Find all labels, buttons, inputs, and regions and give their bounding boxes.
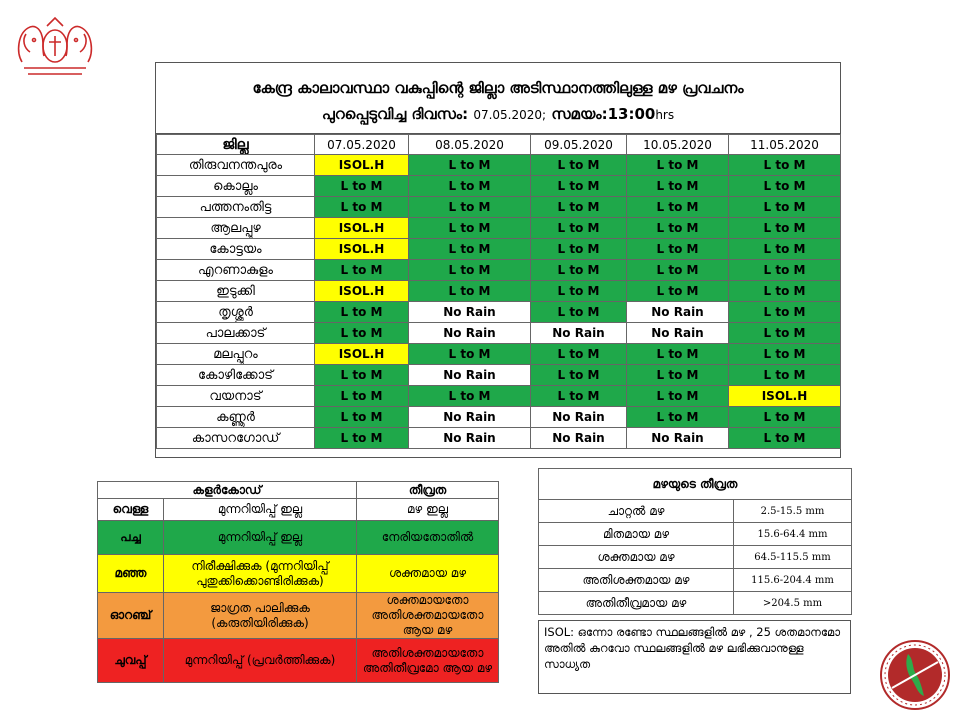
forecast-cell: L to M bbox=[627, 260, 729, 281]
district-name: കാസറഗോഡ് bbox=[157, 428, 315, 449]
forecast-cell: No Rain bbox=[409, 428, 531, 449]
legend-intensity: നേരിയതോതിൽ bbox=[357, 521, 499, 555]
intensity-range: 2.5-15.5 mm bbox=[734, 500, 852, 523]
forecast-cell: No Rain bbox=[531, 407, 627, 428]
legend-row bbox=[98, 555, 499, 593]
issued-line bbox=[156, 105, 840, 123]
table-row bbox=[157, 155, 841, 176]
district-name: എറണാകുളം bbox=[157, 260, 315, 281]
forecast-cell: L to M bbox=[409, 239, 531, 260]
intensity-header-row bbox=[539, 469, 852, 500]
table-row bbox=[157, 302, 841, 323]
forecast-cell: L to M bbox=[315, 407, 409, 428]
forecast-cell: L to M bbox=[315, 365, 409, 386]
forecast-cell: L to M bbox=[729, 176, 841, 197]
date-column-header: 08.05.2020 bbox=[409, 135, 531, 155]
forecast-cell: L to M bbox=[729, 239, 841, 260]
date-column-header: 11.05.2020 bbox=[729, 135, 841, 155]
forecast-cell: No Rain bbox=[531, 428, 627, 449]
forecast-cell: No Rain bbox=[531, 323, 627, 344]
forecast-cell: L to M bbox=[729, 344, 841, 365]
date-column-header: 09.05.2020 bbox=[531, 135, 627, 155]
district-name: കൊല്ലം bbox=[157, 176, 315, 197]
date-column-header: 10.05.2020 bbox=[627, 135, 729, 155]
forecast-cell: L to M bbox=[729, 365, 841, 386]
table-row bbox=[157, 239, 841, 260]
forecast-cell: ISOL.H bbox=[729, 386, 841, 407]
forecast-cell: L to M bbox=[409, 176, 531, 197]
forecast-cell: No Rain bbox=[627, 323, 729, 344]
intensity-row bbox=[539, 569, 852, 592]
forecast-rows bbox=[157, 155, 841, 449]
forecast-cell: L to M bbox=[627, 239, 729, 260]
forecast-cell: L to M bbox=[531, 302, 627, 323]
forecast-cell: No Rain bbox=[627, 302, 729, 323]
forecast-cell: L to M bbox=[729, 155, 841, 176]
district-name: പത്തനംതിട്ട bbox=[157, 197, 315, 218]
forecast-cell: L to M bbox=[409, 260, 531, 281]
legend-intensity: അതിശക്തമായതോ അതിതീവ്രമോ ആയ മഴ bbox=[357, 639, 499, 683]
forecast-cell: L to M bbox=[531, 281, 627, 302]
time-label: സമയം: bbox=[551, 105, 608, 123]
forecast-cell: ISOL.H bbox=[315, 239, 409, 260]
forecast-cell: L to M bbox=[729, 302, 841, 323]
forecast-table bbox=[156, 134, 841, 449]
table-row bbox=[157, 428, 841, 449]
table-row bbox=[157, 218, 841, 239]
district-name: ആലപ്പുഴ bbox=[157, 218, 315, 239]
legend-description: ജാഗ്രത പാലിക്കുക (കരുതിയിരിക്കുക) bbox=[164, 593, 357, 639]
forecast-header-row bbox=[157, 135, 841, 155]
forecast-cell: L to M bbox=[627, 197, 729, 218]
forecast-cell: L to M bbox=[409, 197, 531, 218]
table-row bbox=[157, 365, 841, 386]
issued-label: പുറപ്പെടുവിച്ച ദിവസം: bbox=[321, 105, 469, 123]
intensity-range: 64.5-115.5 mm bbox=[734, 546, 852, 569]
intensity-row bbox=[539, 546, 852, 569]
forecast-cell: L to M bbox=[729, 281, 841, 302]
legend-description: നിരീക്ഷിക്കുക (മുന്നറിയിപ്പ് പുതുക്കിക്കൊണ്ടിരിക്കുക) bbox=[164, 555, 357, 593]
forecast-cell: No Rain bbox=[409, 323, 531, 344]
district-name: കണ്ണൂർ bbox=[157, 407, 315, 428]
rain-intensity-table bbox=[538, 468, 852, 615]
legend-description: മുന്നറിയിപ്പ് ഇല്ല bbox=[164, 499, 357, 521]
legend-row bbox=[98, 593, 499, 639]
forecast-cell: ISOL.H bbox=[315, 155, 409, 176]
intensity-row bbox=[539, 523, 852, 546]
intensity-rows bbox=[539, 500, 852, 615]
time-value: 13:00 bbox=[607, 105, 656, 123]
forecast-cell: L to M bbox=[627, 365, 729, 386]
forecast-cell: L to M bbox=[409, 218, 531, 239]
forecast-cell: L to M bbox=[531, 344, 627, 365]
forecast-cell: L to M bbox=[531, 155, 627, 176]
legend-colour-name: മഞ്ഞ bbox=[98, 555, 164, 593]
legend-description: മുന്നറിയിപ്പ് (പ്രവർത്തിക്കുക) bbox=[164, 639, 357, 683]
forecast-cell: L to M bbox=[627, 344, 729, 365]
intensity-row bbox=[539, 500, 852, 523]
forecast-cell: L to M bbox=[531, 197, 627, 218]
forecast-cell: ISOL.H bbox=[315, 218, 409, 239]
forecast-cell: L to M bbox=[531, 386, 627, 407]
intensity-title: മഴയുടെ തീവ്രത bbox=[539, 469, 852, 500]
kerala-state-emblem-icon bbox=[14, 12, 96, 82]
forecast-cell: L to M bbox=[315, 197, 409, 218]
forecast-cell: L to M bbox=[729, 323, 841, 344]
time-unit: hrs bbox=[655, 108, 675, 122]
intensity-range: 115.6-204.4 mm bbox=[734, 569, 852, 592]
forecast-cell: L to M bbox=[627, 176, 729, 197]
table-row bbox=[157, 260, 841, 281]
forecast-cell: L to M bbox=[627, 407, 729, 428]
forecast-cell: ISOL.H bbox=[315, 344, 409, 365]
forecast-cell: L to M bbox=[409, 344, 531, 365]
forecast-cell: L to M bbox=[409, 386, 531, 407]
legend-description: മുന്നറിയിപ്പ് ഇല്ല bbox=[164, 521, 357, 555]
district-name: ഇടുക്കി bbox=[157, 281, 315, 302]
forecast-cell: L to M bbox=[531, 218, 627, 239]
issued-date: 07.05.2020; bbox=[473, 108, 547, 122]
intensity-label: ചാറ്റൽ മഴ bbox=[539, 500, 734, 523]
legend-intensity: മഴ ഇല്ല bbox=[357, 499, 499, 521]
district-name: മലപ്പുറം bbox=[157, 344, 315, 365]
forecast-cell: L to M bbox=[627, 281, 729, 302]
district-name: തിരുവനന്തപുരം bbox=[157, 155, 315, 176]
table-row bbox=[157, 386, 841, 407]
legend-colour-name: വെള്ള bbox=[98, 499, 164, 521]
table-row bbox=[157, 197, 841, 218]
intensity-label: ശക്തമായ മഴ bbox=[539, 546, 734, 569]
legend-intensity-header: തീവ്രത bbox=[357, 482, 499, 499]
table-row bbox=[157, 176, 841, 197]
forecast-cell: No Rain bbox=[627, 428, 729, 449]
forecast-cell: L to M bbox=[315, 176, 409, 197]
forecast-cell: L to M bbox=[531, 176, 627, 197]
ksdma-seal-icon bbox=[878, 638, 952, 712]
intensity-row bbox=[539, 592, 852, 615]
forecast-cell: No Rain bbox=[409, 302, 531, 323]
legend-row bbox=[98, 639, 499, 683]
forecast-cell: L to M bbox=[729, 428, 841, 449]
intensity-label: അതിശക്തമായ മഴ bbox=[539, 569, 734, 592]
legend-colour-header: കളർകോഡ് bbox=[98, 482, 357, 499]
forecast-cell: L to M bbox=[531, 260, 627, 281]
forecast-cell: L to M bbox=[315, 386, 409, 407]
forecast-cell: L to M bbox=[729, 260, 841, 281]
forecast-cell: L to M bbox=[409, 155, 531, 176]
table-row bbox=[157, 281, 841, 302]
colour-code-legend bbox=[97, 481, 499, 683]
forecast-panel bbox=[155, 62, 841, 458]
table-row bbox=[157, 323, 841, 344]
intensity-label: അതിതീവ്രമായ മഴ bbox=[539, 592, 734, 615]
forecast-cell: L to M bbox=[315, 302, 409, 323]
forecast-cell: L to M bbox=[531, 365, 627, 386]
legend-colour-name: പച്ച bbox=[98, 521, 164, 555]
forecast-title: കേന്ദ്ര കാലാവസ്ഥാ വകുപ്പിന്റെ ജില്ലാ അടിസ്ഥാനത്തിലുള്ള മഴ പ്രവചനം bbox=[252, 79, 744, 97]
district-name: പാലക്കാട് bbox=[157, 323, 315, 344]
legend-intensity: ശക്തമായതോ അതിശക്തമായതോ ആയ മഴ bbox=[357, 593, 499, 639]
forecast-cell: No Rain bbox=[409, 365, 531, 386]
forecast-cell: ISOL.H bbox=[315, 281, 409, 302]
district-name: കോട്ടയം bbox=[157, 239, 315, 260]
legend-row bbox=[98, 521, 499, 555]
forecast-cell: L to M bbox=[729, 407, 841, 428]
legend-colour-name: ഓറഞ്ച് bbox=[98, 593, 164, 639]
isol-note: ISOL: ഒന്നോ രണ്ടോ സ്ഥലങ്ങളിൽ മഴ , 25 ശതമാനമോ അതിൽ കുറവോ സ്ഥലങ്ങളിൽ മഴ ലഭിക്കുവാനുള്ള സാധ്യത bbox=[538, 620, 851, 694]
district-column-header: ജില്ല bbox=[157, 135, 315, 155]
legend-rows bbox=[98, 499, 499, 683]
table-row bbox=[157, 344, 841, 365]
date-column-header: 07.05.2020 bbox=[315, 135, 409, 155]
intensity-range: 15.6-64.4 mm bbox=[734, 523, 852, 546]
legend-intensity: ശക്തമായ മഴ bbox=[357, 555, 499, 593]
forecast-cell: L to M bbox=[315, 323, 409, 344]
district-name: വയനാട് bbox=[157, 386, 315, 407]
legend-colour-name: ചുവപ്പ് bbox=[98, 639, 164, 683]
table-row bbox=[157, 407, 841, 428]
forecast-cell: L to M bbox=[729, 197, 841, 218]
forecast-cell: L to M bbox=[315, 428, 409, 449]
district-name: കോഴിക്കോട് bbox=[157, 365, 315, 386]
district-name: തൃശ്ശൂർ bbox=[157, 302, 315, 323]
legend-header-row bbox=[98, 482, 499, 499]
forecast-header bbox=[156, 63, 840, 134]
forecast-cell: No Rain bbox=[409, 407, 531, 428]
forecast-cell: L to M bbox=[627, 155, 729, 176]
forecast-cell: L to M bbox=[315, 260, 409, 281]
forecast-cell: L to M bbox=[531, 239, 627, 260]
forecast-cell: L to M bbox=[729, 218, 841, 239]
intensity-range: >204.5 mm bbox=[734, 592, 852, 615]
legend-row bbox=[98, 499, 499, 521]
forecast-cell: L to M bbox=[627, 386, 729, 407]
intensity-label: മിതമായ മഴ bbox=[539, 523, 734, 546]
forecast-cell: L to M bbox=[409, 281, 531, 302]
forecast-cell: L to M bbox=[627, 218, 729, 239]
